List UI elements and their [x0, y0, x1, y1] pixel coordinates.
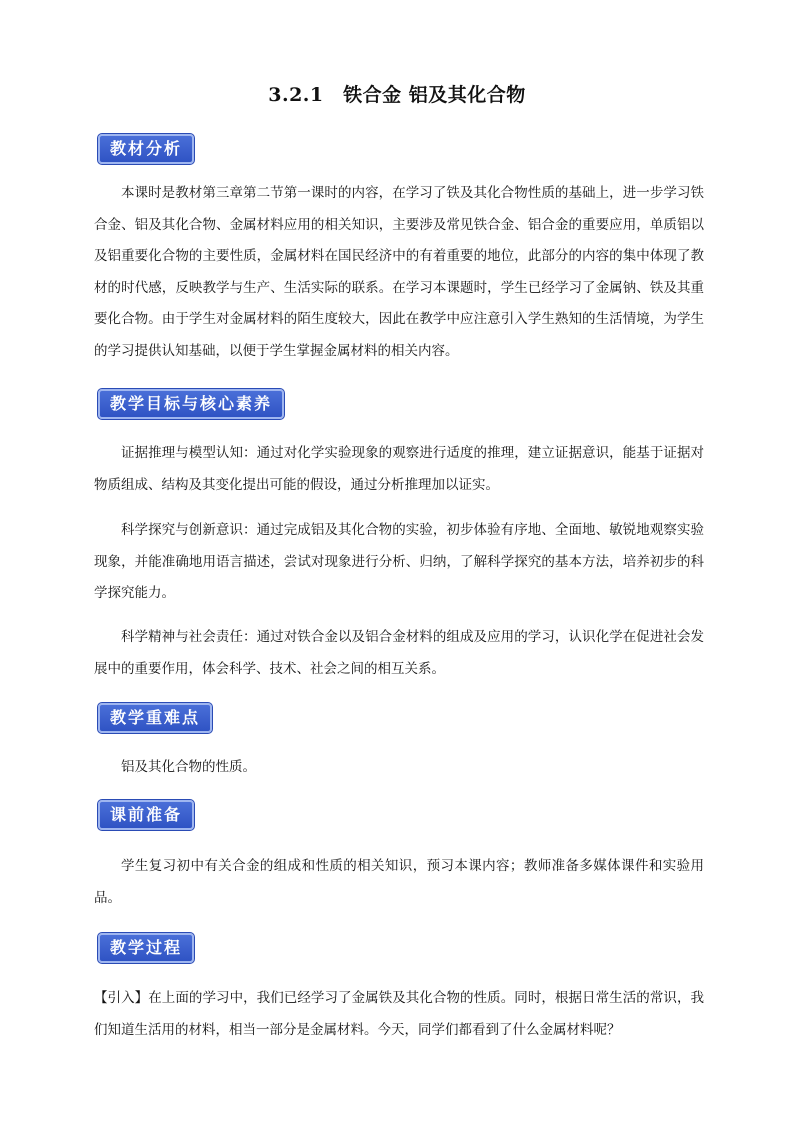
paragraph-goal-inquiry: 科学探究与创新意识：通过完成铝及其化合物的实验，初步体验有序地、全面地、敏锐地观察实验现象，并能准确地用语言描述，尝试对现象进行分析、归纳，了解科学探究的基本方法，培养初步的科学探究能力。	[94, 522, 704, 601]
paragraph-goal-evidence: 证据推理与模型认知：通过对化学实验现象的观察进行适度的推理，建立证据意识，能基于证据对物质组成、结构及其变化提出可能的假设，通过分析推理加以证实。	[94, 445, 704, 493]
paragraph-key-points: 铝及其化合物的性质。	[121, 759, 256, 775]
section-heading-textbook-analysis: 教材分析	[98, 134, 194, 164]
section-heading-teaching-process: 教学过程	[98, 933, 194, 963]
paragraph-preparation: 学生复习初中有关合金的组成和性质的相关知识，预习本课内容；教师准备多媒体课件和实验用品。	[94, 858, 704, 906]
paragraph-teaching-process: 【引入】在上面的学习中，我们已经学习了金属铁及其化合物的性质。同时，根据日常生活的常识，我们知道生活用的材料，相当一部分是金属材料。今天，同学们都看到了什么金属材料呢？	[94, 990, 704, 1038]
paragraph-goal-responsibility: 科学精神与社会责任：通过对铁合金以及铝合金材料的组成及应用的学习，认识化学在促进社会发展中的重要作用，体会科学、技术、社会之间的相互关系。	[94, 629, 704, 677]
paragraph-textbook-analysis: 本课时是教材第三章第二节第一课时的内容，在学习了铁及其化合物性质的基础上，进一步学习铁合金、铝及其化合物、金属材料应用的相关知识，主要涉及常见铁合金、铝合金的重要应用，单质铝以及铝重要化合物的主要性质，金属材料在国民经济中的有着重要的地位，此部分的内容的集中体现了教材的时代感，反映教学与生产、生活实际的联系。在学习本课题时，学生已经学习了金属钠、铁及其重要化合物。由于学生对金属材料的陌生度较大，因此在教学中应注意引入学生熟知的生活情境，为学生的学习提供认知基础，以便于学生掌握金属材料的相关内容。	[94, 185, 704, 359]
section-heading-preparation: 课前准备	[98, 800, 194, 830]
section-heading-teaching-goals: 教学目标与核心素养	[98, 389, 284, 419]
page-title: 3.2.1 铁合金 铝及其化合物	[268, 84, 526, 106]
section-heading-key-points: 教学重难点	[98, 703, 212, 733]
